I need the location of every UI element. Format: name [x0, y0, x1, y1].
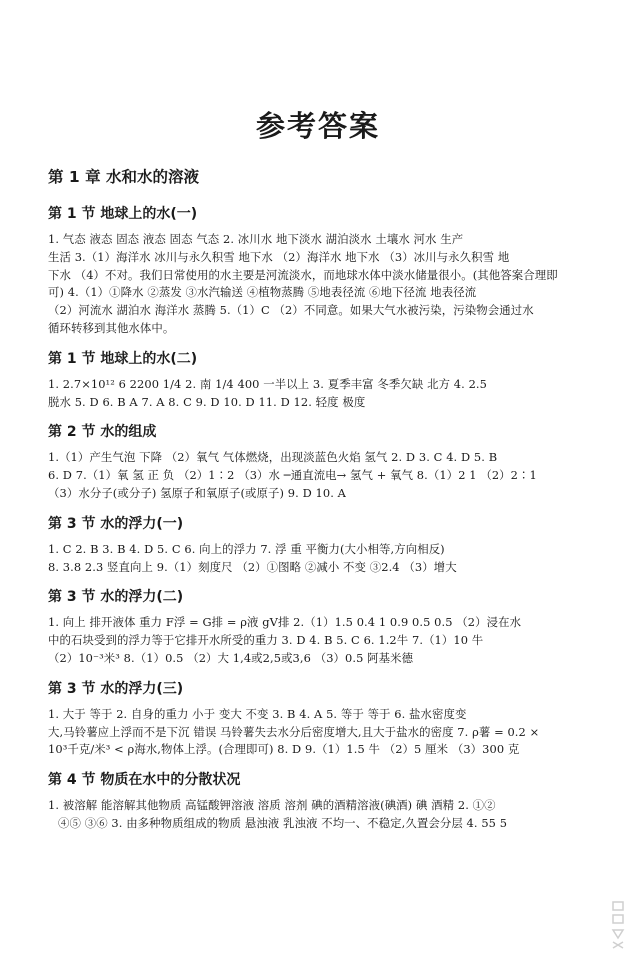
answer-line: 可) 4.（1）①降水 ②蒸发 ③水汽输送 ④植物蒸腾 ⑤地表径流 ⑥地下径流 地表径流 [48, 285, 477, 300]
section-title: 第 4 节 物质在水中的分散状况 [48, 772, 241, 789]
answer-line: （2）10⁻³米³ 8.（1）0.5 （2）大 1,4或2,5或3,6 （3）0.5 阿基米德 [48, 650, 414, 665]
section-title: 第 3 节 水的浮力(一) [48, 515, 184, 532]
answer-line: 脱水 5. D 6. B A 7. A 8. C 9. D 10. D 11. D 12. 轻度 极度 [48, 394, 366, 409]
watermark-mark [604, 900, 626, 954]
answer-line: 循环转移到其他水体中。 [48, 320, 175, 335]
answer-line: 1. 被溶解 能溶解其他物质 高锰酸钾溶液 溶质 溶剂 碘的酒精溶液(碘酒) 碘 酒精 2. ①② [48, 798, 496, 813]
answer-line: 1. C 2. B 3. B 4. D 5. C 6. 向上的浮力 7. 浮 重 平衡力(大小相等,方向相反) [48, 541, 445, 556]
section-water-on-earth-1 [48, 203, 588, 338]
answer-line: 10³千克/米³ < ρ海水,物体上浮。(合理即可) 8. D 9.（1）1.5 牛 （2）5 厘米 （3）300 克 [48, 742, 520, 757]
section-buoyancy-2 [48, 586, 588, 667]
answer-line: 1. 2.7×10¹² 6 2200 1/4 2. 南 1/4 400 一半以上 3. 夏季丰富 冬季欠缺 北方 4. 2.5 [48, 376, 487, 391]
answer-line: 8. 3.8 2.3 竖直向上 9.（1）刻度尺 （2）①图略 ②减小 不变 ③2.4 （3）增大 [48, 559, 457, 574]
answer-line: 1. 大于 等于 2. 自身的重力 小于 变大 不变 3. B 4. A 5. 等于 等于 6. 盐水密度变 [48, 706, 467, 721]
section-buoyancy-1 [48, 513, 588, 577]
section-title: 第 2 节 水的组成 [48, 424, 157, 441]
section-title: 第 3 节 水的浮力(二) [48, 589, 184, 606]
watermark-icon [610, 900, 626, 950]
section-title: 第 3 节 水的浮力(三) [48, 680, 184, 697]
answer-line: （2）河流水 湖泊水 海洋水 蒸腾 5.（1）C （2）不同意。如果大气水被污染，污染物会通过水 [48, 303, 534, 318]
answer-line: ④⑤ ③⑥ 3. 由多种物质组成的物质 悬浊液 乳浊液 不均一、不稳定,久置会分层 4. 55 5 [58, 815, 508, 830]
answer-line: （3）水分子(或分子) 氢原子和氧原子(或原子) 9. D 10. A [48, 485, 346, 500]
answer-line: 1. 气态 液态 固态 液态 固态 气态 2. 冰川水 地下淡水 湖泊淡水 土壤水 河水 生产 [48, 232, 464, 246]
answer-line: 1.（1）产生气泡 下降 （2）氧气 气体燃烧，出现淡蓝色火焰 氢气 2. D 3. C 4. D 5. B [48, 450, 498, 465]
answer-line: 大,马铃薯应上浮而不是下沉 错误 马铃薯失去水分后密度增大,且大于盐水的密度 7. ρ薯 = 0.2 × [48, 724, 540, 739]
answer-line: 下水 （4）不对。我们日常使用的水主要是河流淡水，而地球水体中淡水储量很小。(其他答案合理即 [48, 267, 558, 282]
chapter-heading: 第 1 章 水和水的溶液 [48, 168, 199, 186]
section-title: 第 1 节 地球上的水(二) [48, 350, 198, 367]
section-title: 第 1 节 地球上的水(一) [48, 206, 198, 222]
answer-line: 生活 3.（1）海洋水 冰川与永久积雪 地下水 （2）海洋水 地下水 （3）冰川与永久积雪 地 [48, 249, 510, 264]
section-dispersion-in-water [48, 769, 588, 833]
page-title: 参考答案 [255, 109, 380, 143]
section-water-on-earth-2 [48, 348, 588, 412]
answer-line: 6. D 7.（1）氧 氢 正 负 （2）1∶2 （3）水 ─通直流电→ 氢气 + 氧气 8.（1）2 1 （2）2∶1 [48, 468, 537, 483]
answer-line: 中的石块受到的浮力等于它排开水所受的重力 3. D 4. B 5. C 6. 1.2牛 7.（1）10 牛 [48, 633, 484, 648]
answer-content [48, 203, 588, 843]
section-buoyancy-3 [48, 678, 588, 759]
section-water-composition [48, 421, 588, 502]
answer-line: 1. 向上 排开液体 重力 F浮 = G排 = ρ液 gV排 2.（1）1.5 0.4 1 0.9 0.5 0.5 （2）浸在水 [48, 615, 522, 630]
